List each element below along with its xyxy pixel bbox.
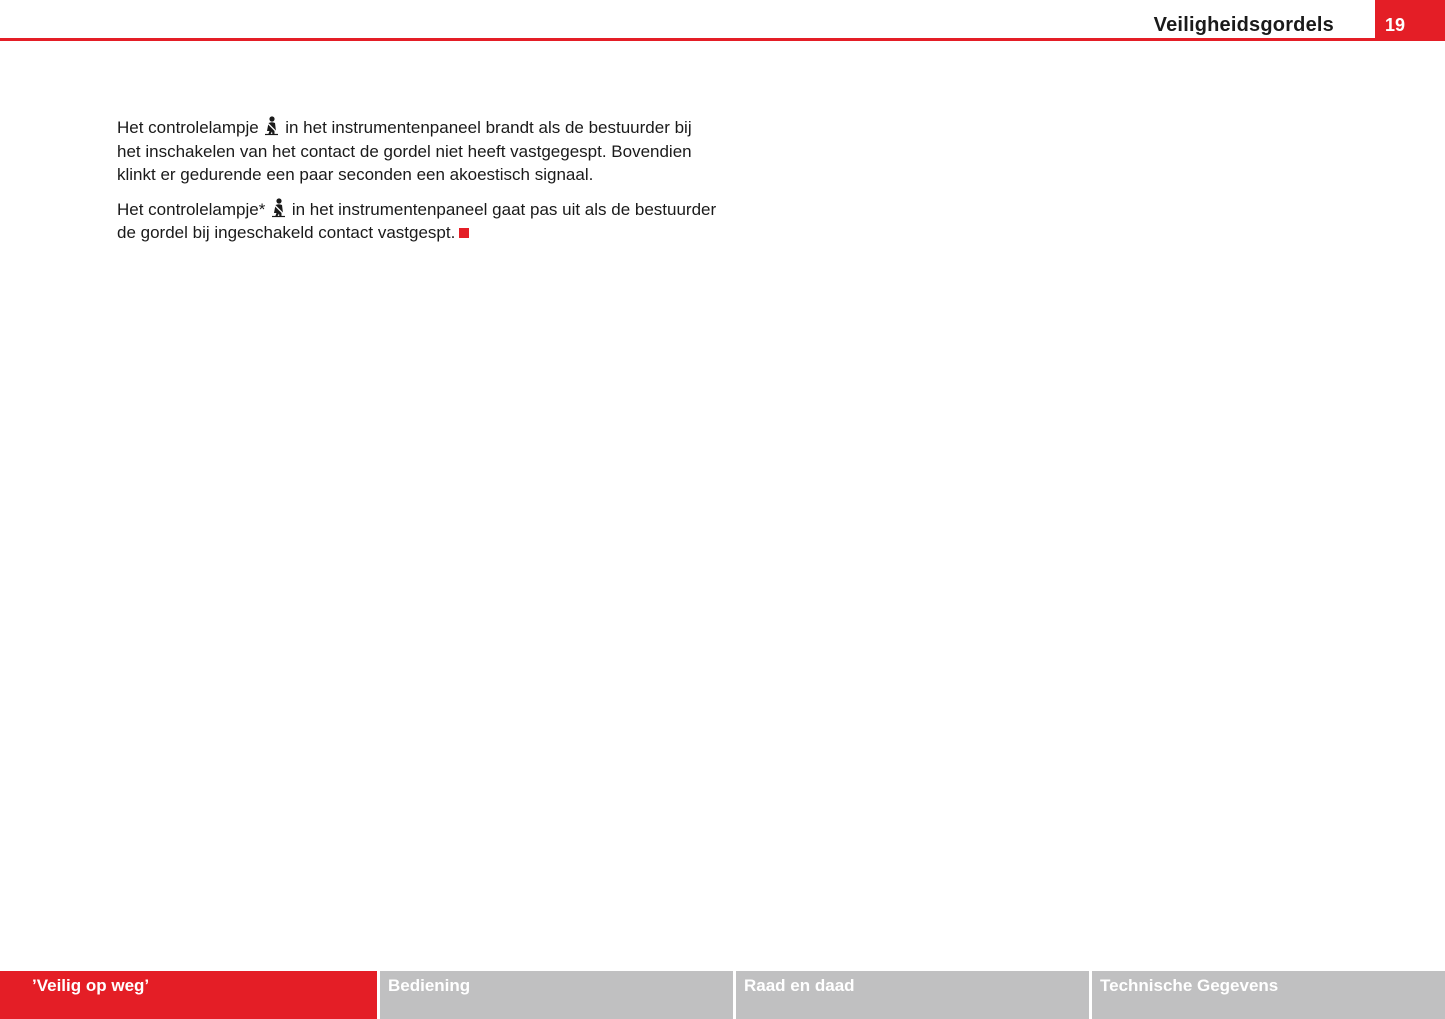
paragraph-text: Het controlelampje* xyxy=(117,199,266,219)
paragraph xyxy=(117,198,717,245)
page-number-badge xyxy=(1375,0,1445,40)
footer-tab-bediening[interactable]: Bediening xyxy=(377,971,733,1019)
seatbelt-warning-icon xyxy=(271,198,286,218)
footer-tab-raad-en-daad[interactable]: Raad en daad xyxy=(733,971,1089,1019)
end-mark-icon xyxy=(459,228,469,238)
header-divider xyxy=(0,38,1445,41)
seatbelt-warning-icon xyxy=(264,116,279,136)
paragraph-text: in het instrumentenpaneel brandt als de bestuurder bij het inschakelen van het contact de gordel niet heeft vastgegespt. Bovendien klinkt er gedurende een paar seconden een akoestisch signaal. xyxy=(117,118,692,184)
paragraph xyxy=(117,116,717,187)
footer-nav xyxy=(0,971,1445,1019)
body-text xyxy=(117,116,717,256)
paragraph-text: in het instrumentenpaneel gaat pas uit als de bestuurder de gordel bij ingeschakeld contact vastgespt. xyxy=(117,199,717,242)
footer-tab-technische-gegevens[interactable]: Technische Gegevens xyxy=(1089,971,1445,1019)
page-number: 19 xyxy=(1385,15,1406,35)
footer-tab-veilig-op-weg[interactable]: ’Veilig op weg’ xyxy=(0,971,377,1019)
paragraph-text: Het controlelampje xyxy=(117,118,259,137)
section-title: Veiligheidsgordels xyxy=(1153,14,1334,36)
